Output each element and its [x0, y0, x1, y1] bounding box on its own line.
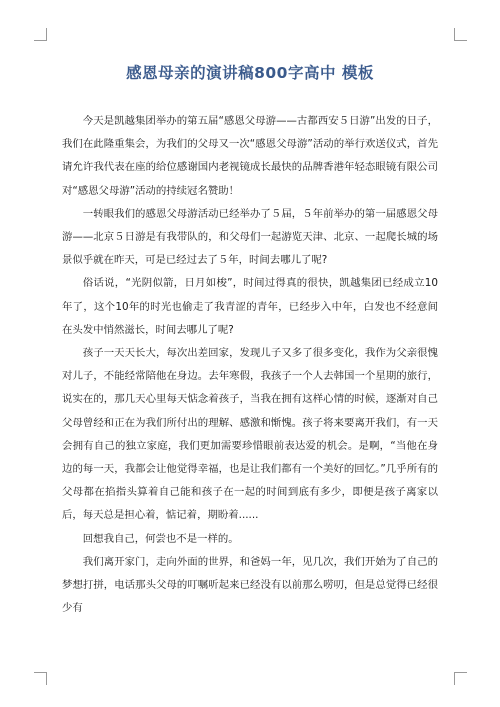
crop-mark-top-left: [34, 28, 47, 41]
crop-mark-bottom-left: [34, 672, 47, 685]
crop-mark-bottom-right: [454, 672, 467, 685]
paragraph-4: 孩子一天天长大，每次出差回家，发现儿子又多了很多变化，我作为父亲很愧对儿子，不能经常陪他在身边。去年寒假，我孩子一个人去韩国一个星期的旅行，说实在的，那几天心里每天惦念着孩子，当我在拥有这样心情的时候，逐渐对自己父母曾经和正在为我们所付出的理解、感激和惭愧。孩子将来要离开我们，有一天会拥有自己的独立家庭，我们更加需要珍惜眼前表达爱的机会。是啊，“当他在身边的每一天，我都会让他觉得幸福，也是让我们都有一个美好的回忆。”几乎所有的父母都在掐指头算着自己能和孩子在一起的时间到底有多少，即便是孩子离家以后，每天总是担心着，惦记着，期盼着......: [62, 347, 438, 522]
paragraph-6: 我们离开家门，走向外面的世界，和爸妈一年，见几次，我们开始为了自己的梦想打拼，电话那头父母的叮嘱听起来已经没有以前那么唠叨，但是总觉得已经很少有: [62, 555, 438, 615]
document-title: 感恩母亲的演讲稿800字高中 模板: [126, 64, 374, 82]
crop-mark-top-right: [454, 28, 467, 41]
paragraph-5: 回想我自己，何尝也不是一样的。: [82, 532, 239, 545]
paragraph-1: 今天是凯越集团举办的第五届“感恩父母游——古都西安５日游”出发的日子，我们在此隆重集会，为我们的父母又一次“感恩父母游”活动的举行欢送仪式，首先请允许我代表在座的给位感谢国内老视镜成长最快的品牌香港年轻态眼镜有限公司对“感恩父母游”活动的持续冠名赞助！: [62, 115, 438, 197]
paragraph-3: 俗话说，“光阴似箭，日月如梭”，时间过得真的很快，凯越集团已经成立10年了，这个10年的时光也偷走了我青涩的青年，已经步入中年，白发也不经意间在头发中悄然滋长，时间去哪儿了呢?: [62, 277, 438, 336]
paragraph-2: 一转眼我们的感恩父母游活动已经举办了５届，５年前举办的第一届感恩父母游——北京５日游是有我带队的，和父母们一起游览天津、北京、一起爬长城的场景似乎就在昨天，可是已经过去了５年，时间去哪儿了呢?: [62, 207, 438, 267]
document-body: [62, 110, 438, 620]
